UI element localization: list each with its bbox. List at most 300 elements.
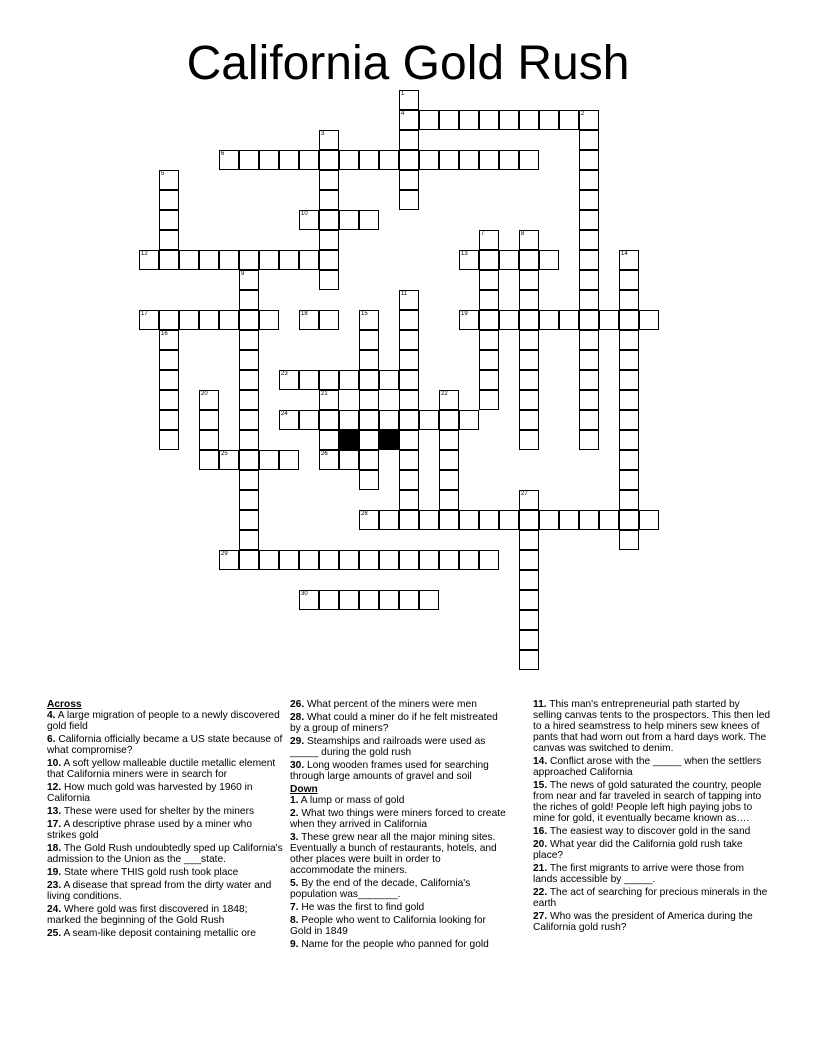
clue-number: 15 <box>361 311 368 317</box>
grid-cell[interactable] <box>199 390 219 410</box>
grid-cell[interactable] <box>399 370 419 390</box>
grid-cell[interactable] <box>459 410 479 430</box>
grid-cell[interactable] <box>259 310 279 330</box>
clue-text: A seam-like deposit containing metallic ore <box>61 928 256 939</box>
grid-cell[interactable] <box>539 110 559 130</box>
clue-number-label: 25. <box>47 928 62 939</box>
across-clue <box>47 734 283 756</box>
grid-cell[interactable] <box>319 430 339 450</box>
down-clue <box>533 780 771 824</box>
clue-text: People who went to California looking for Gold in 1849 <box>290 915 486 937</box>
grid-cell[interactable] <box>159 350 179 370</box>
grid-cell[interactable] <box>359 470 379 490</box>
grid-cell[interactable] <box>319 250 339 270</box>
grid-cell[interactable] <box>479 230 499 250</box>
grid-cell[interactable] <box>319 150 339 170</box>
clue-number-label: 16. <box>533 826 548 837</box>
clues-column-3 <box>533 699 771 935</box>
clue-text: What percent of the miners were men <box>304 699 477 710</box>
grid-cell[interactable] <box>439 550 459 570</box>
grid-cell[interactable] <box>399 470 419 490</box>
grid-cell[interactable] <box>519 310 539 330</box>
clue-number: 28 <box>361 511 368 517</box>
grid-cell[interactable] <box>279 250 299 270</box>
grid-cell[interactable] <box>239 270 259 290</box>
grid-cell[interactable] <box>279 370 299 390</box>
grid-cell[interactable] <box>479 110 499 130</box>
grid-cell[interactable] <box>379 550 399 570</box>
grid-cell[interactable] <box>299 250 319 270</box>
across-clue <box>290 760 506 782</box>
clue-number-label: 8. <box>290 915 299 926</box>
clue-number-label: 9. <box>290 939 299 950</box>
grid-cell[interactable] <box>379 410 399 430</box>
grid-cell[interactable] <box>399 290 419 310</box>
grid-cell[interactable] <box>399 390 419 410</box>
grid-cell[interactable] <box>519 230 539 250</box>
grid-cell[interactable] <box>519 330 539 350</box>
grid-cell[interactable] <box>219 450 239 470</box>
grid-cell[interactable] <box>239 250 259 270</box>
grid-cell[interactable] <box>639 510 659 530</box>
grid-cell[interactable] <box>479 350 499 370</box>
grid-cell[interactable] <box>359 210 379 230</box>
clue-number-label: 20. <box>533 839 548 850</box>
grid-cell[interactable] <box>199 450 219 470</box>
grid-cell[interactable] <box>399 430 419 450</box>
grid-cell[interactable] <box>379 150 399 170</box>
grid-cell[interactable] <box>579 170 599 190</box>
grid-cell[interactable] <box>439 150 459 170</box>
grid-cell[interactable] <box>239 370 259 390</box>
grid-cell[interactable] <box>579 290 599 310</box>
grid-cell[interactable] <box>419 550 439 570</box>
grid-cell[interactable] <box>339 210 359 230</box>
clue-number: 4 <box>401 111 405 117</box>
clue-number: 11 <box>401 291 408 297</box>
grid-cell[interactable] <box>359 590 379 610</box>
grid-cell[interactable] <box>519 510 539 530</box>
grid-cell[interactable] <box>439 110 459 130</box>
grid-cell[interactable] <box>359 370 379 390</box>
grid-cell[interactable] <box>519 270 539 290</box>
grid-cell[interactable] <box>239 470 259 490</box>
grid-cell[interactable] <box>339 370 359 390</box>
grid-cell[interactable] <box>419 410 439 430</box>
grid-cell[interactable] <box>239 490 259 510</box>
grid-cell[interactable] <box>139 250 159 270</box>
grid-cell[interactable] <box>579 390 599 410</box>
clue-number-label: 22. <box>533 887 548 898</box>
grid-cell[interactable] <box>359 510 379 530</box>
clue-number: 12 <box>141 251 148 257</box>
grid-cell[interactable] <box>459 310 479 330</box>
clue-number: 16 <box>161 331 168 337</box>
grid-cell[interactable] <box>399 510 419 530</box>
grid-cell[interactable] <box>399 150 419 170</box>
grid-cell[interactable] <box>219 310 239 330</box>
clue-number: 14 <box>621 251 628 257</box>
grid-cell[interactable] <box>499 310 519 330</box>
grid-cell[interactable] <box>459 550 479 570</box>
clue-text: This man's entrepreneurial path started by selling canvas tents to the prospectors. This then led to a hired seamstress to help miners sew knees of pants that had worn out from a hard days work. The canvas was switched to denim. <box>533 699 771 754</box>
clue-text: What two things were miners forced to create when they arrived in California <box>290 808 506 830</box>
grid-cell[interactable] <box>559 510 579 530</box>
grid-cell[interactable] <box>479 290 499 310</box>
grid-cell[interactable] <box>359 310 379 330</box>
clue-number: 8 <box>521 231 525 237</box>
grid-cell[interactable] <box>359 330 379 350</box>
grid-cell[interactable] <box>199 310 219 330</box>
grid-cell[interactable] <box>159 190 179 210</box>
grid-cell[interactable] <box>519 370 539 390</box>
black-square <box>339 430 359 450</box>
grid-cell[interactable] <box>579 310 599 330</box>
grid-cell[interactable] <box>439 470 459 490</box>
clue-text: Who was the president of America during the California gold rush? <box>533 911 753 933</box>
grid-cell[interactable] <box>399 550 419 570</box>
grid-cell[interactable] <box>159 430 179 450</box>
grid-cell[interactable] <box>579 150 599 170</box>
grid-cell[interactable] <box>479 510 499 530</box>
grid-cell[interactable] <box>579 130 599 150</box>
grid-cell[interactable] <box>479 390 499 410</box>
grid-cell[interactable] <box>519 250 539 270</box>
grid-cell[interactable] <box>239 310 259 330</box>
grid-cell[interactable] <box>399 190 419 210</box>
clue-text: He was the first to find gold <box>298 902 425 913</box>
grid-cell[interactable] <box>539 510 559 530</box>
grid-cell[interactable] <box>519 650 539 670</box>
grid-cell[interactable] <box>619 370 639 390</box>
grid-cell[interactable] <box>519 290 539 310</box>
grid-cell[interactable] <box>319 190 339 210</box>
grid-cell[interactable] <box>399 350 419 370</box>
grid-cell[interactable] <box>579 370 599 390</box>
grid-cell[interactable] <box>239 550 259 570</box>
grid-cell[interactable] <box>439 390 459 410</box>
grid-cell[interactable] <box>619 470 639 490</box>
grid-cell[interactable] <box>179 250 199 270</box>
grid-cell[interactable] <box>459 150 479 170</box>
grid-cell[interactable] <box>359 450 379 470</box>
grid-cell[interactable] <box>439 430 459 450</box>
grid-cell[interactable] <box>399 330 419 350</box>
grid-cell[interactable] <box>619 330 639 350</box>
grid-cell[interactable] <box>359 150 379 170</box>
grid-cell[interactable] <box>579 270 599 290</box>
grid-cell[interactable] <box>319 130 339 150</box>
clue-number: 30 <box>301 591 308 597</box>
clue-number: 18 <box>301 311 308 317</box>
grid-cell[interactable] <box>339 150 359 170</box>
clue-number: 22 <box>441 391 448 397</box>
grid-cell[interactable] <box>299 310 319 330</box>
grid-cell[interactable] <box>399 310 419 330</box>
grid-cell[interactable] <box>419 110 439 130</box>
grid-cell[interactable] <box>639 310 659 330</box>
grid-cell[interactable] <box>519 550 539 570</box>
grid-cell[interactable] <box>439 410 459 430</box>
clue-text: A lump or mass of gold <box>298 795 405 806</box>
grid-cell[interactable] <box>619 510 639 530</box>
grid-cell[interactable] <box>279 450 299 470</box>
clue-number-label: 29. <box>290 736 305 747</box>
grid-cell[interactable] <box>299 410 319 430</box>
grid-cell[interactable] <box>159 310 179 330</box>
down-clue <box>290 939 506 950</box>
grid-cell[interactable] <box>339 450 359 470</box>
grid-cell[interactable] <box>399 410 419 430</box>
grid-cell[interactable] <box>359 550 379 570</box>
across-clue <box>47 819 283 841</box>
clue-number: 24 <box>281 411 288 417</box>
grid-cell[interactable] <box>259 150 279 170</box>
clue-number: 19 <box>461 311 468 317</box>
grid-cell[interactable] <box>419 510 439 530</box>
grid-cell[interactable] <box>319 310 339 330</box>
grid-cell[interactable] <box>619 410 639 430</box>
grid-cell[interactable] <box>539 310 559 330</box>
grid-cell[interactable] <box>399 90 419 110</box>
grid-cell[interactable] <box>199 430 219 450</box>
grid-cell[interactable] <box>159 250 179 270</box>
grid-cell[interactable] <box>519 590 539 610</box>
grid-cell[interactable] <box>619 430 639 450</box>
grid-cell[interactable] <box>179 310 199 330</box>
grid-cell[interactable] <box>319 270 339 290</box>
grid-cell[interactable] <box>339 590 359 610</box>
grid-cell[interactable] <box>579 210 599 230</box>
grid-cell[interactable] <box>379 510 399 530</box>
grid-cell[interactable] <box>499 150 519 170</box>
grid-cell[interactable] <box>199 250 219 270</box>
grid-cell[interactable] <box>559 110 579 130</box>
clue-text: The act of searching for precious minerals in the earth <box>533 887 768 909</box>
grid-cell[interactable] <box>479 310 499 330</box>
grid-cell[interactable] <box>299 150 319 170</box>
grid-cell[interactable] <box>319 230 339 250</box>
grid-cell[interactable] <box>579 430 599 450</box>
grid-cell[interactable] <box>479 150 499 170</box>
grid-cell[interactable] <box>519 110 539 130</box>
grid-cell[interactable] <box>219 150 239 170</box>
grid-cell[interactable] <box>519 610 539 630</box>
grid-cell[interactable] <box>159 370 179 390</box>
grid-cell[interactable] <box>419 150 439 170</box>
grid-cell[interactable] <box>579 250 599 270</box>
grid-cell[interactable] <box>499 250 519 270</box>
grid-cell[interactable] <box>479 550 499 570</box>
grid-cell[interactable] <box>399 490 419 510</box>
grid-cell[interactable] <box>619 350 639 370</box>
grid-cell[interactable] <box>359 350 379 370</box>
grid-cell[interactable] <box>219 550 239 570</box>
grid-cell[interactable] <box>359 430 379 450</box>
grid-cell[interactable] <box>279 150 299 170</box>
grid-cell[interactable] <box>519 150 539 170</box>
grid-cell[interactable] <box>439 490 459 510</box>
grid-cell[interactable] <box>239 450 259 470</box>
grid-cell[interactable] <box>479 270 499 290</box>
grid-cell[interactable] <box>579 510 599 530</box>
grid-cell[interactable] <box>259 450 279 470</box>
grid-cell[interactable] <box>399 130 419 150</box>
grid-cell[interactable] <box>379 370 399 390</box>
grid-cell[interactable] <box>159 390 179 410</box>
grid-cell[interactable] <box>239 410 259 430</box>
grid-cell[interactable] <box>299 210 319 230</box>
grid-cell[interactable] <box>619 450 639 470</box>
across-clue <box>290 699 506 710</box>
grid-cell[interactable] <box>619 250 639 270</box>
grid-cell[interactable] <box>239 150 259 170</box>
clue-number-label: 15. <box>533 780 548 791</box>
grid-cell[interactable] <box>319 210 339 230</box>
grid-cell[interactable] <box>319 170 339 190</box>
grid-cell[interactable] <box>139 310 159 330</box>
clue-text: California officially became a US state because of what compromise? <box>47 734 283 756</box>
grid-cell[interactable] <box>579 350 599 370</box>
grid-cell[interactable] <box>519 430 539 450</box>
grid-cell[interactable] <box>579 330 599 350</box>
grid-cell[interactable] <box>239 350 259 370</box>
grid-cell[interactable] <box>499 110 519 130</box>
grid-cell[interactable] <box>619 390 639 410</box>
clue-number: 21 <box>321 391 328 397</box>
grid-cell[interactable] <box>199 410 219 430</box>
clue-text: The first migrants to arrive were those from lands accessible by _____. <box>533 863 745 885</box>
grid-cell[interactable] <box>419 590 439 610</box>
across-clue <box>47 710 283 732</box>
grid-cell[interactable] <box>439 510 459 530</box>
clue-number-label: 26. <box>290 699 305 710</box>
grid-cell[interactable] <box>319 390 339 410</box>
clue-text: A disease that spread from the dirty water and living conditions. <box>47 880 272 902</box>
grid-cell[interactable] <box>319 450 339 470</box>
grid-cell[interactable] <box>479 370 499 390</box>
grid-cell[interactable] <box>259 250 279 270</box>
grid-cell[interactable] <box>619 530 639 550</box>
grid-cell[interactable] <box>239 530 259 550</box>
grid-cell[interactable] <box>519 350 539 370</box>
down-heading: Down <box>290 784 318 795</box>
grid-cell[interactable] <box>159 330 179 350</box>
clue-text: Steamships and railroads were used as _____ during the gold rush <box>290 736 486 758</box>
grid-cell[interactable] <box>519 410 539 430</box>
grid-cell[interactable] <box>259 550 279 570</box>
across-clue <box>47 843 283 865</box>
grid-cell[interactable] <box>619 270 639 290</box>
down-clue <box>290 878 506 900</box>
grid-cell[interactable] <box>339 550 359 570</box>
grid-cell[interactable] <box>159 410 179 430</box>
across-clue <box>290 712 506 734</box>
grid-cell[interactable] <box>239 290 259 310</box>
grid-cell[interactable] <box>299 590 319 610</box>
grid-cell[interactable] <box>219 250 239 270</box>
grid-cell[interactable] <box>159 210 179 230</box>
grid-cell[interactable] <box>399 110 419 130</box>
grid-cell[interactable] <box>519 530 539 550</box>
down-clue <box>533 911 771 933</box>
grid-cell[interactable] <box>479 330 499 350</box>
grid-cell[interactable] <box>299 370 319 390</box>
grid-cell[interactable] <box>519 390 539 410</box>
grid-cell[interactable] <box>239 390 259 410</box>
grid-cell[interactable] <box>539 250 559 270</box>
grid-cell[interactable] <box>579 230 599 250</box>
grid-cell[interactable] <box>359 390 379 410</box>
grid-cell[interactable] <box>619 490 639 510</box>
grid-cell[interactable] <box>319 410 339 430</box>
clue-text: A descriptive phrase used by a miner who strikes gold <box>47 819 253 841</box>
clue-number: 17 <box>141 311 148 317</box>
grid-cell[interactable] <box>579 410 599 430</box>
grid-cell[interactable] <box>399 450 419 470</box>
grid-cell[interactable] <box>579 190 599 210</box>
grid-cell[interactable] <box>499 510 519 530</box>
clues-column-2 <box>290 699 506 952</box>
grid-cell[interactable] <box>559 310 579 330</box>
grid-cell[interactable] <box>599 310 619 330</box>
clue-number: 9 <box>241 271 245 277</box>
clue-text: A large migration of people to a newly discovered gold field <box>47 710 280 732</box>
grid-cell[interactable] <box>519 490 539 510</box>
grid-cell[interactable] <box>439 450 459 470</box>
grid-cell[interactable] <box>399 170 419 190</box>
clue-number: 1 <box>401 91 405 97</box>
grid-cell[interactable] <box>239 330 259 350</box>
down-clue <box>533 863 771 885</box>
across-clue <box>290 736 506 758</box>
down-clue <box>290 915 506 937</box>
grid-cell[interactable] <box>459 110 479 130</box>
grid-cell[interactable] <box>519 630 539 650</box>
grid-cell[interactable] <box>599 510 619 530</box>
grid-cell[interactable] <box>359 410 379 430</box>
grid-cell[interactable] <box>479 250 499 270</box>
grid-cell[interactable] <box>459 510 479 530</box>
grid-cell[interactable] <box>159 170 179 190</box>
grid-cell[interactable] <box>579 110 599 130</box>
clue-number-label: 1. <box>290 795 299 806</box>
grid-cell[interactable] <box>239 430 259 450</box>
clue-number: 10 <box>301 211 308 217</box>
grid-cell[interactable] <box>239 510 259 530</box>
grid-cell[interactable] <box>279 550 299 570</box>
grid-cell[interactable] <box>279 410 299 430</box>
grid-cell[interactable] <box>319 370 339 390</box>
clue-text: Conflict arose with the _____ when the settlers approached California <box>533 756 762 778</box>
grid-cell[interactable] <box>519 570 539 590</box>
grid-cell[interactable] <box>399 590 419 610</box>
grid-cell[interactable] <box>319 590 339 610</box>
grid-cell[interactable] <box>619 290 639 310</box>
clue-number-label: 24. <box>47 904 62 915</box>
clue-text: These grew near all the major mining sites. Eventually a bunch of restaurants, hotels, and other places were built in order to accommodate the miners. <box>290 832 497 876</box>
clue-number-label: 21. <box>533 863 548 874</box>
puzzle-title: California Gold Rush <box>186 37 630 90</box>
grid-cell[interactable] <box>619 310 639 330</box>
grid-cell[interactable] <box>319 550 339 570</box>
grid-cell[interactable] <box>379 590 399 610</box>
grid-cell[interactable] <box>159 230 179 250</box>
clue-number: 2 <box>581 111 585 117</box>
grid-cell[interactable] <box>299 550 319 570</box>
grid-cell[interactable] <box>459 250 479 270</box>
grid-cell[interactable] <box>339 410 359 430</box>
